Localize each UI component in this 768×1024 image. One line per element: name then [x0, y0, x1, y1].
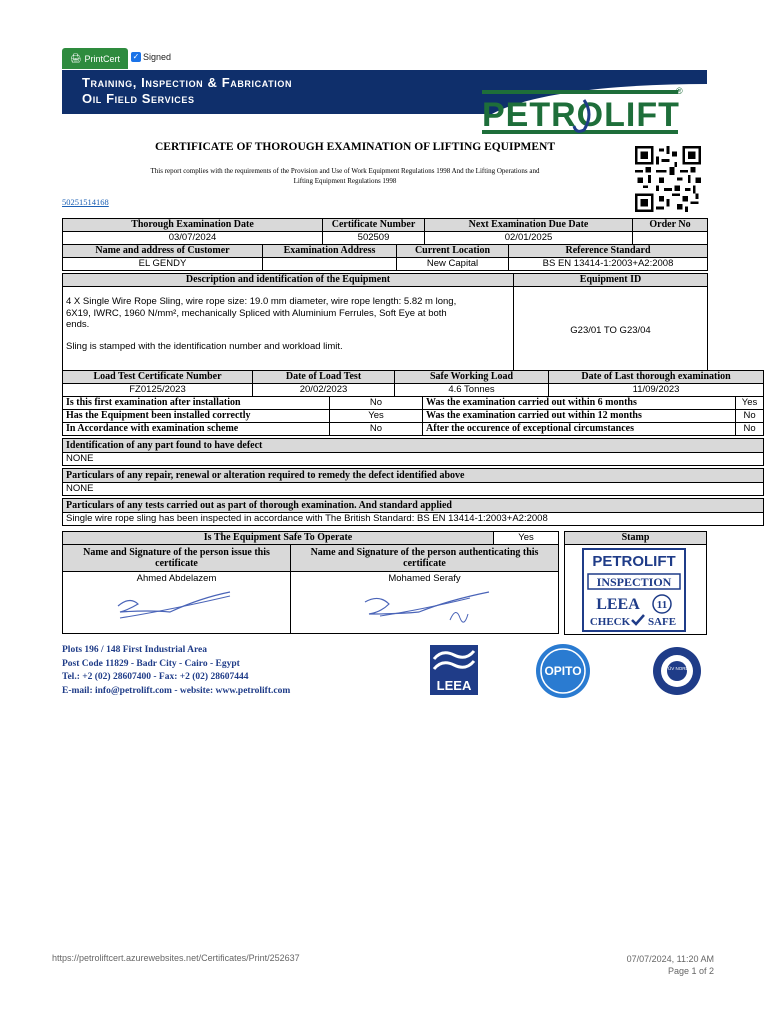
signed-checkbox[interactable]: [131, 52, 171, 62]
answer-6-months: Yes: [736, 397, 764, 410]
qr-code: [634, 146, 702, 212]
question-exceptional: After the occurence of exceptional circumstances: [423, 423, 736, 436]
checkbox-icon: ✓: [132, 52, 140, 61]
svg-text:LEEA: LEEA: [596, 596, 640, 613]
header-defect: Identification of any part found to have defect: [63, 439, 764, 453]
question-installed-correctly: Has the Equipment been installed correctly: [63, 410, 330, 423]
question-first-exam: Is this first examination after installation: [63, 397, 330, 410]
exam-date: 03/07/2024: [63, 232, 323, 245]
equipment-table: [62, 273, 708, 375]
defect-value: NONE: [63, 453, 764, 466]
issuer-header-line-2: certificate: [155, 558, 198, 569]
last-exam-date: 11/09/2023: [549, 384, 764, 397]
answer-12-months: No: [736, 410, 764, 423]
issuer-name: Ahmed Abdelazem: [63, 572, 291, 634]
svg-text:CHECK: CHECK: [589, 616, 631, 628]
exam-address: [263, 258, 397, 271]
desc-line-1: 4 X Single Wire Rope Sling, wire rope size: 19.0 mm diameter, wire rope length: 5.82 m long,: [66, 296, 457, 307]
header-safe: Is The Equipment Safe To Operate: [63, 532, 494, 545]
desc-line-2: 6X19, IWRC, 1960 N/mm², mechanically Spliced with Aluminium Ferrules, Soft Eye at both: [66, 307, 447, 319]
equipment-id: G23/01 TO G23/04: [514, 287, 708, 375]
address-line-1: Plots 196 / 148 First Industrial Area: [62, 645, 207, 655]
header-issuer: [63, 545, 291, 572]
authenticator-signature: [360, 590, 490, 632]
logo-text: PETROLIFT: [482, 96, 680, 134]
banner-line-1: Training, Inspection & Fabrication: [82, 75, 293, 90]
tuv-nord-logo: [648, 643, 706, 699]
reference-link[interactable]: 50251514168: [62, 197, 109, 207]
question-12-months: Was the examination carried out within 12 months: [423, 410, 736, 423]
inspection-stamp: [582, 548, 686, 632]
petrolift-logo: [480, 86, 690, 140]
header-certificate-number: Certificate Number: [323, 219, 425, 232]
swl: 4.6 Tonnes: [395, 384, 549, 397]
header-authenticator: [291, 545, 559, 572]
printcert-button[interactable]: [62, 48, 128, 69]
load-test-cert: FZ0125/2023: [63, 384, 253, 397]
answer-exceptional: No: [736, 423, 764, 436]
certificate-number: 502509: [323, 232, 425, 245]
print-meta: [560, 953, 714, 977]
header-stamp: Stamp: [565, 532, 707, 545]
load-test-date: 20/02/2023: [253, 384, 395, 397]
address-line-3: Tel.: +2 (02) 28607400 - Fax: +2 (02) 28607444: [62, 672, 249, 682]
print-timestamp: 07/07/2024, 11:20 AM: [626, 954, 714, 964]
next-exam-date: 02/01/2025: [425, 232, 633, 245]
header-tests: Particulars of any tests carried out as part of thorough examination. And standard applied: [63, 499, 764, 513]
address-line-2: Post Code 11829 - Badr City - Cairo - Egypt: [62, 658, 240, 669]
opito-logo: [534, 643, 592, 699]
header-last-exam: Date of Last thorough examination: [549, 371, 764, 384]
signed-label: Signed: [143, 52, 172, 62]
certificate-subtitle: [110, 166, 580, 186]
auth-header-line-2: certificate: [403, 558, 446, 569]
printer-icon: 🖨: [70, 53, 82, 63]
address-line-4: E-mail: info@petrolift.com - website: www.petrolift.com: [62, 685, 291, 696]
svg-text:LEEA: LEEA: [436, 678, 472, 693]
header-exam-date: Thorough Examination Date: [63, 219, 323, 232]
safe-value: Yes: [494, 532, 559, 545]
question-6-months: Was the examination carried out within 6 months: [423, 397, 736, 410]
header-equipment-id: Equipment ID: [514, 274, 708, 287]
auth-header-line-1: Name and Signature of the person authenticating this: [310, 547, 539, 558]
header-load-test-cert: Load Test Certificate Number: [63, 371, 253, 384]
issuer-signature: [110, 588, 240, 628]
header-equipment-description: Description and identification of the Equipment: [63, 274, 514, 287]
header-customer: Name and address of Customer: [63, 245, 263, 258]
svg-text:SAFE: SAFE: [647, 616, 677, 628]
certificate-title: CERTIFICATE OF THOROUGH EXAMINATION OF LIFTING EQUIPMENT: [154, 141, 555, 153]
svg-text:OPITO: OPITO: [544, 664, 582, 678]
page-number: Page 1 of 2: [667, 966, 714, 976]
desc-line-3: ends.: [66, 319, 90, 330]
reference-standard: BS EN 13414-1:2003+A2:2008: [509, 258, 708, 271]
tests-value: Single wire rope sling has been inspected in accordance with The British Standard: BS EN 13414-1:2003+A2:2008: [63, 513, 764, 526]
company-address: [62, 644, 290, 698]
header-next-exam: Next Examination Due Date: [425, 219, 633, 232]
printcert-label: PrintCert: [84, 53, 120, 64]
repair-value: NONE: [63, 483, 764, 496]
order-no: [633, 232, 708, 245]
svg-text:11: 11: [656, 599, 668, 611]
leea-logo: [430, 645, 478, 695]
svg-text:PETROLIFT: PETROLIFT: [592, 553, 676, 570]
header-load-test-date: Date of Load Test: [253, 371, 395, 384]
header-reference-standard: Reference Standard: [509, 245, 708, 258]
answer-exam-scheme: No: [330, 423, 423, 436]
question-exam-scheme: In Accordance with examination scheme: [63, 423, 330, 436]
header-repair: Particulars of any repair, renewal or alteration required to remedy the defect identified above: [63, 469, 764, 483]
issuer-header-line-1: Name and Signature of the person issue this: [83, 547, 270, 558]
subtitle-line-1: This report complies with the requirements of the Provision and Use of Work Equipment Regulations 1998 And the Lifting Operations and: [150, 167, 540, 175]
print-url: https://petroliftcert.azurewebsites.net/Certificates/Print/252637: [52, 953, 300, 963]
authenticator-name: Mohamed Serafy: [291, 572, 559, 634]
load-test-table: [62, 370, 764, 526]
examination-info-table: [62, 218, 708, 271]
equipment-description: [63, 287, 514, 375]
subtitle-line-2: Lifting Equipment Regulations 1998: [293, 177, 397, 185]
customer: EL GENDY: [63, 258, 263, 271]
answer-first-exam: No: [330, 397, 423, 410]
logo-reg: ®: [676, 86, 683, 96]
header-current-location: Current Location: [397, 245, 509, 258]
header-swl: Safe Working Load: [395, 371, 549, 384]
current-location: New Capital: [397, 258, 509, 271]
svg-text:TÜV NORD: TÜV NORD: [665, 666, 689, 671]
header-order-no: Order No: [633, 219, 708, 232]
header-exam-address: Examination Address: [263, 245, 397, 258]
svg-text:INSPECTION: INSPECTION: [596, 575, 672, 589]
banner-line-2: Oil Field Services: [82, 91, 195, 106]
answer-installed-correctly: Yes: [330, 410, 423, 423]
desc-line-4: Sling is stamped with the identification number and workload limit.: [66, 340, 343, 352]
